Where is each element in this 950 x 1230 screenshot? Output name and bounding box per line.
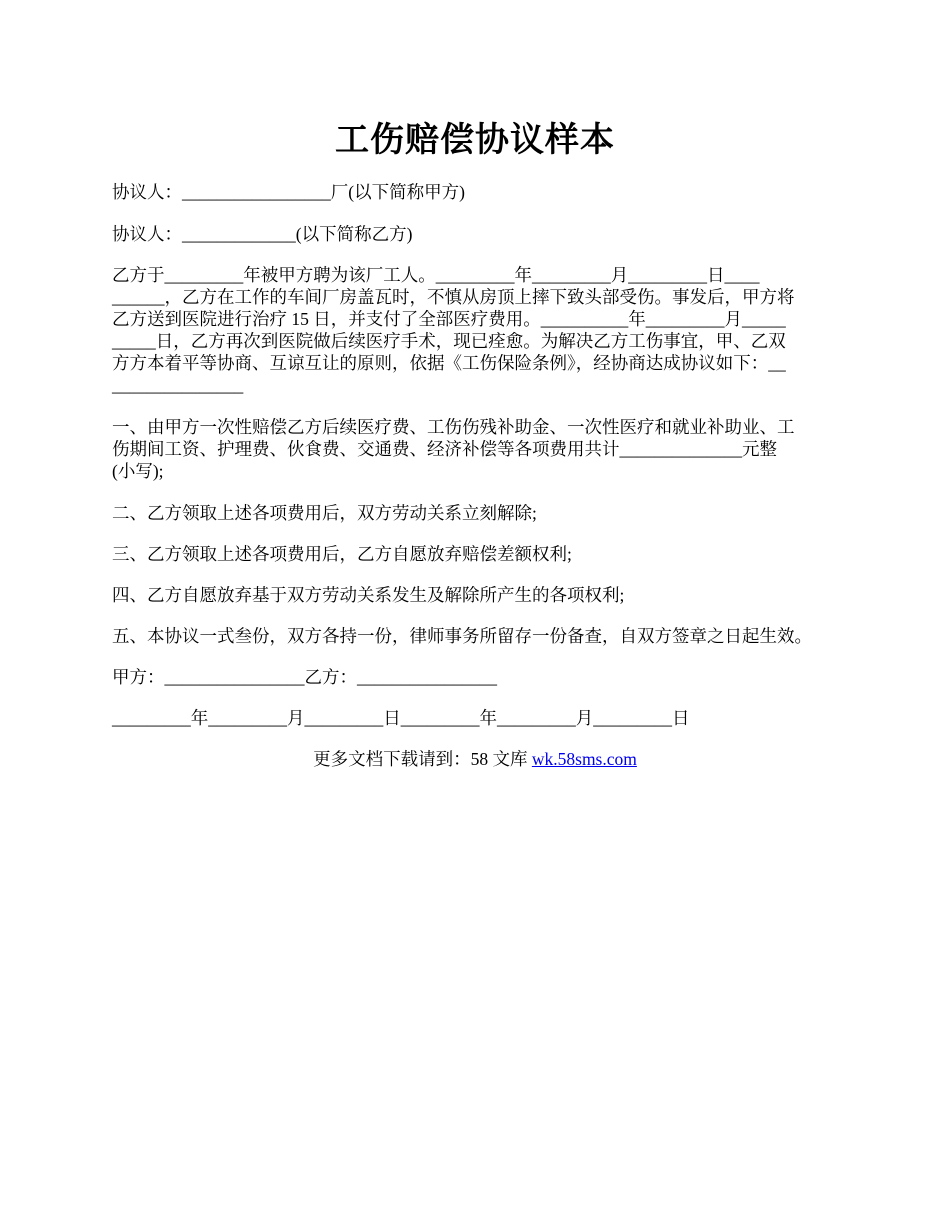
background-line: ______，乙方在工作的车间厂房盖瓦时，不慎从房顶上摔下致头部受伤。事发后，甲方将 [112,287,795,307]
footer [0,748,950,770]
footer-link[interactable]: wk.58sms.com [531,749,637,769]
clause-1-line: 伤期间工资、护理费、伙食费、交通费、经济补偿等各项费用共计______________元整 [112,439,777,459]
background-line: 乙方于_________年被甲方聘为该厂工人。_________年_________月_________日____ [112,265,760,285]
clause-5: 五、本协议一式叁份，双方各持一份，律师事务所留存一份备查，自双方签章之日起生效。 [112,626,812,646]
clause-1-paragraph [112,416,852,482]
footer-text: 更多文档下载请到：58 文库 [313,749,532,769]
clause-1-line: 一、由甲方一次性赔偿乙方后续医疗费、工伤伤残补助金、一次性医疗和就业补助业、工 [112,417,795,437]
signature-line: 甲方：________________乙方：________________ [112,667,497,687]
background-line: _____日，乙方再次到医院做后续医疗手术，现已痊愈。为解决乙方工伤事宜，甲、乙双 [112,331,786,351]
party-a-line: 协议人：_________________厂(以下简称甲方) [112,182,465,202]
party-b-line: 协议人：_____________(以下简称乙方) [112,224,413,244]
clause-1-line: (小写); [112,461,164,481]
background-paragraph [112,264,852,396]
document-title: 工伤赔偿协议样本 [335,122,615,159]
background-line: 乙方送到医院进行治疗 15 日，并支付了全部医疗费用。__________年_________月_____ [112,309,786,329]
date-line: _________年_________月_________日_________年_________月_________日 [112,708,690,728]
background-line: 方方本着平等协商、互谅互让的原则，依据《工伤保险条例》，经协商达成协议如下：__ [112,353,786,373]
background-line: _______________ [112,375,244,395]
clause-3: 三、乙方领取上述各项费用后，乙方自愿放弃赔偿差额权利; [112,544,572,564]
clause-4: 四、乙方自愿放弃基于双方劳动关系发生及解除所产生的各项权利; [112,585,625,605]
clause-2: 二、乙方领取上述各项费用后，双方劳动关系立刻解除; [112,503,537,523]
